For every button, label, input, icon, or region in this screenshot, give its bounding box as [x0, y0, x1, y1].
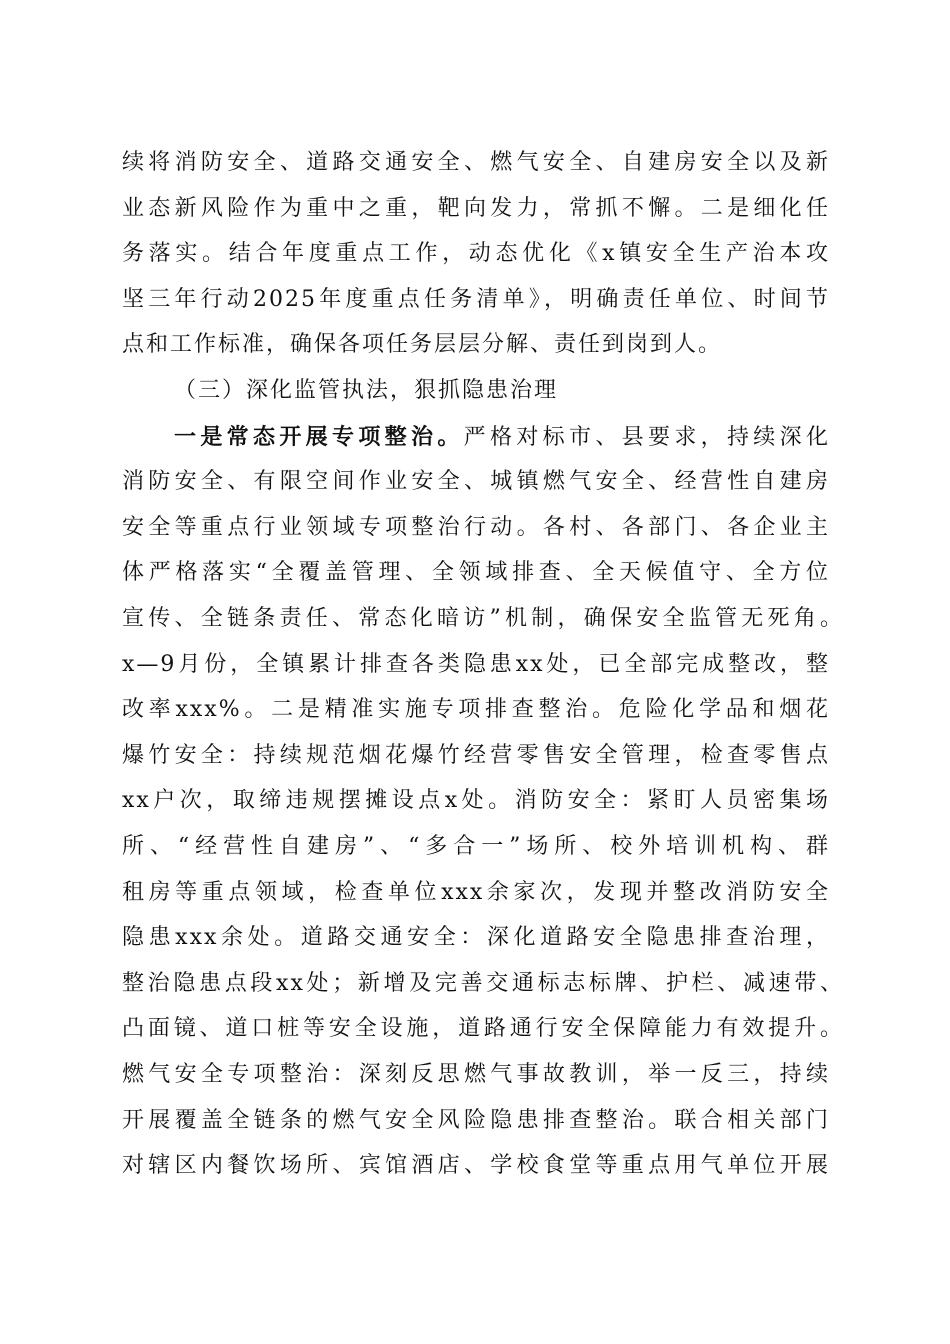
body-text-line: 租房等重点领域，检查单位xxx余家次，发现并整改消防安全: [122, 879, 830, 905]
body-text-line: 体严格落实“全覆盖管理、全领域排查、全天候值守、全方位: [122, 560, 830, 586]
body-text-line: 宣传、全链条责任、常态化暗访”机制，确保安全监管无死角。: [122, 606, 844, 631]
body-text-line: 点和工作标准，确保各项任务层层分解、责任到岗到人。: [122, 332, 723, 358]
section-heading: （三）深化监管执法，狠抓隐患治理: [174, 378, 559, 403]
body-text-line: 坚三年行动2025年度重点任务清单》，明确责任单位、时间节: [122, 286, 830, 312]
body-text-line: xx户次，取缔违规摆摊设点x处。消防安全：紧盯人员密集场: [122, 788, 830, 814]
body-text-line: 整治隐患点段xx处；新增及完善交通标志标牌、护栏、减速带、: [122, 970, 844, 996]
body-text-line: 隐患xxx余处。道路交通安全：深化道路安全隐患排查治理，: [122, 925, 830, 951]
body-text-line: 爆竹安全：持续规范烟花爆竹经营零售安全管理，检查零售点: [122, 742, 830, 768]
body-text-line: 燃气安全专项整治：深刻反思燃气事故教训，举一反三，持续: [122, 1062, 830, 1087]
body-text-line: 务落实。结合年度重点工作，动态优化《x镇安全生产治本攻: [122, 241, 830, 267]
body-text-line: 凸面镜、道口桩等安全设施，道路通行安全保障能力有效提升。: [122, 1016, 844, 1042]
body-text-line: 改率xxx%。二是精准实施专项排查整治。危险化学品和烟花: [122, 697, 830, 723]
body-text-line: x—9月份，全镇累计排查各类隐患xx处，已全部完成整改，整: [122, 651, 830, 677]
lead-text: 严格对标市、县要求，持续深化: [463, 424, 830, 450]
body-text-line: [174, 414, 830, 460]
body-text-line: 开展覆盖全链条的燃气安全风险隐患排查整治。联合相关部门: [122, 1107, 830, 1133]
body-text-line: 消防安全、有限空间作业安全、城镇燃气安全、经营性自建房: [122, 469, 830, 495]
lead-bold-text: 一是常态开展专项整治。: [174, 423, 464, 450]
body-text-line: 续将消防安全、道路交通安全、燃气安全、自建房安全以及新: [122, 150, 830, 175]
body-text-line: 所、“经营性自建房”、“多合一”场所、校外培训机构、群: [122, 834, 830, 859]
body-text-line: 安全等重点行业领域专项整治行动。各村、各部门、各企业主: [122, 514, 830, 540]
body-text-line: 业态新风险作为重中之重，靶向发力，常抓不懈。二是细化任: [122, 195, 830, 221]
body-text-line: 对辖区内餐饮场所、宾馆酒店、学校食堂等重点用气单位开展: [122, 1153, 830, 1179]
